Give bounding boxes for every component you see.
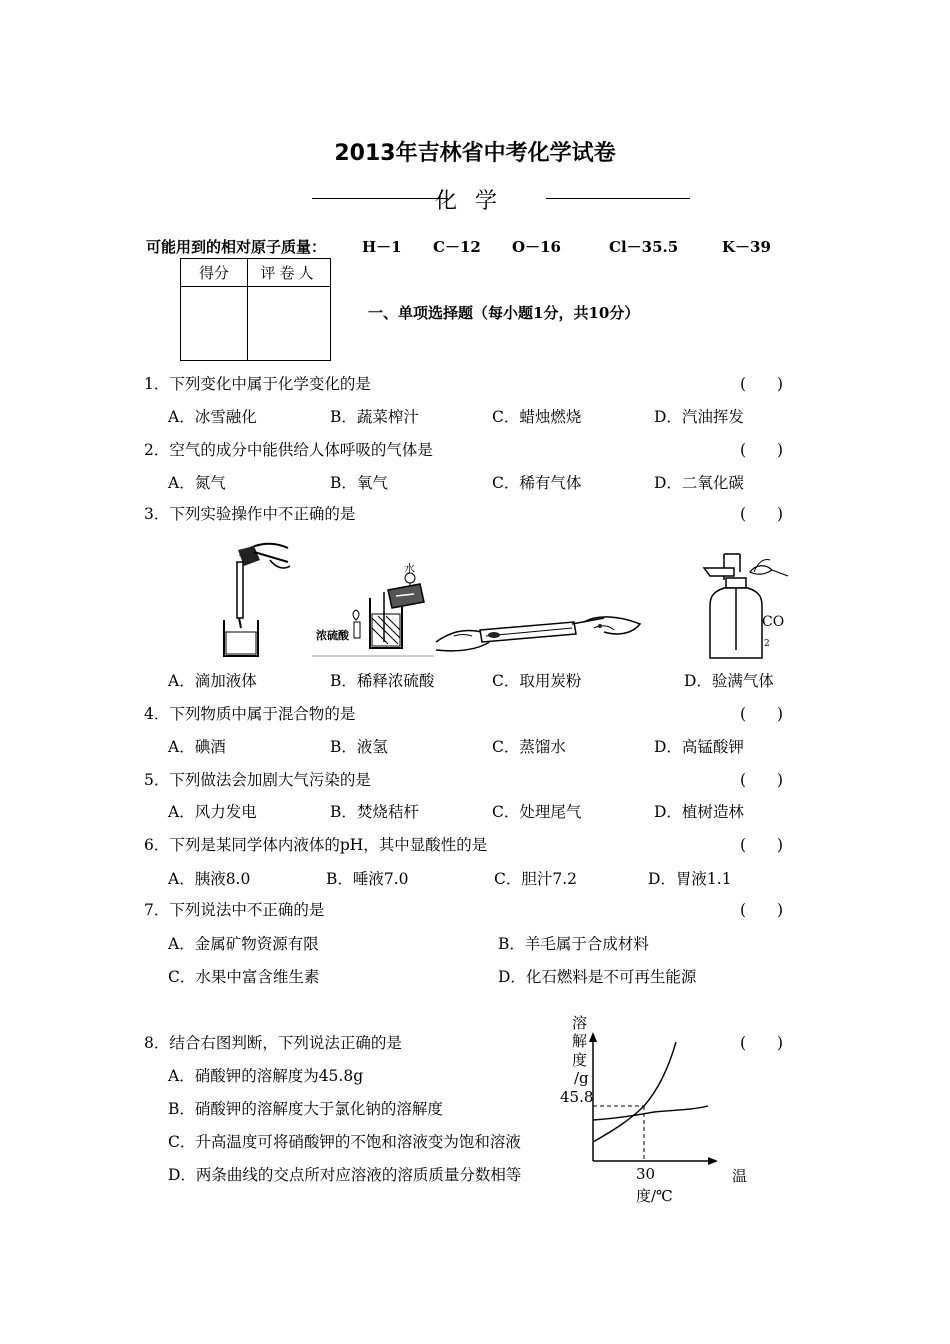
q6-option-a: A．胰液8.0 [168, 870, 251, 888]
section-heading: 一、单项选择题（每小题1分，共10分） [368, 304, 640, 322]
score-cell [181, 287, 248, 361]
q7-option-a: A．金属矿物资源有限 [168, 935, 319, 953]
q2-option-d: D．二氧化碳 [654, 474, 744, 492]
q8-option-a: A．硝酸钾的溶解度为45.8g [168, 1067, 364, 1085]
q2-answer-blank: ( ) [740, 441, 784, 459]
q8-option-c: C．升高温度可将硝酸钾的不饱和溶液变为饱和溶液 [168, 1133, 521, 1151]
graph-ylabel-4: /g [574, 1069, 589, 1087]
figure-dropper-beaker [210, 538, 300, 662]
q5-option-a: A．风力发电 [168, 803, 257, 821]
q3-option-b: B．稀释浓硫酸 [330, 672, 435, 690]
q5-option-b: B．焚烧秸杆 [330, 803, 419, 821]
score-table [180, 258, 331, 361]
q2-option-a: A．氮气 [168, 474, 226, 492]
atomic-mass-label: 可能用到的相对原子质量： [146, 238, 327, 256]
q5-option-c: C．处理尾气 [492, 803, 582, 821]
q6-answer-blank: ( ) [740, 836, 784, 854]
q4-option-a: A．碘酒 [168, 738, 226, 756]
q7-option-d: D．化石燃料是不可再生能源 [498, 968, 697, 986]
grader-cell [248, 287, 331, 361]
sodium-chloride-curve [593, 1106, 708, 1120]
q7-answer-blank: ( ) [740, 901, 784, 919]
q3-answer-blank: ( ) [740, 505, 784, 523]
q1-answer-blank: ( ) [740, 375, 784, 393]
atomic-mass-h: H－1 [362, 238, 402, 256]
q2-stem: 2．空气的成分中能供给人体呼吸的气体是 [144, 441, 433, 459]
q3-option-d: D．验满气体 [684, 672, 774, 690]
q5-option-d: D．植树造林 [654, 803, 744, 821]
score-header: 得分 [181, 259, 248, 287]
atomic-mass-cl: Cl－35.5 [609, 238, 679, 256]
q6-option-c: C．胆汁7.2 [494, 870, 578, 888]
q3-option-a: A．滴加液体 [168, 672, 257, 690]
atomic-mass-o: O－16 [512, 238, 561, 256]
q3-stem: 3．下列实验操作中不正确的是 [144, 505, 356, 523]
solubility-graph [584, 1030, 724, 1170]
q7-option-b: B．羊毛属于合成材料 [498, 935, 649, 953]
q6-option-d: D．胃液1.1 [648, 870, 732, 888]
graph-ylabel-3: 度 [572, 1051, 588, 1069]
figure-label-co2-subscript: 2 [764, 639, 770, 649]
graph-ylabel-2: 解 [572, 1032, 588, 1050]
figure-label-water: 水 [404, 562, 415, 575]
q5-stem: 5．下列做法会加剧大气污染的是 [144, 771, 371, 789]
q1-option-b: B．蔬菜榨汁 [330, 408, 419, 426]
graph-x-value: 30 [636, 1165, 656, 1183]
figure-carbon-powder [434, 614, 644, 658]
grader-header: 评卷人 [248, 259, 331, 287]
q3-option-c: C．取用炭粉 [492, 672, 582, 690]
q2-option-c: C．稀有气体 [492, 474, 582, 492]
graph-x-arrow [708, 1157, 718, 1165]
atomic-mass-c: C－12 [433, 238, 481, 256]
q8-option-b: B．硝酸钾的溶解度大于氯化钠的溶解度 [168, 1100, 443, 1118]
graph-y-value: 45.8 [560, 1088, 594, 1106]
q1-option-c: C．蜡烛燃烧 [492, 408, 582, 426]
graph-y-arrow [589, 1032, 597, 1042]
q8-stem: 8．结合右图判断，下列说法正确的是 [144, 1034, 402, 1052]
q4-option-b: B．液氢 [330, 738, 388, 756]
figure-dilution [312, 556, 434, 660]
subject-heading: 化学 [434, 189, 515, 214]
q4-option-d: D．高锰酸钾 [654, 738, 744, 756]
page-title: 2013年吉林省中考化学试卷 [334, 141, 616, 166]
figure-label-acid: 浓硫酸 [316, 629, 349, 642]
graph-ylabel-1: 溶 [572, 1014, 588, 1032]
figure-gas-bottle [700, 550, 795, 662]
subject-rule-right [546, 198, 690, 199]
q8-answer-blank: ( ) [740, 1034, 784, 1052]
q4-option-c: C．蒸馏水 [492, 738, 566, 756]
graph-xlabel-2: 度/℃ [636, 1187, 673, 1205]
q4-answer-blank: ( ) [740, 705, 784, 723]
atomic-mass-k: K－39 [722, 238, 771, 256]
q1-option-a: A．冰雪融化 [168, 408, 257, 426]
potassium-nitrate-curve [593, 1042, 676, 1142]
q4-stem: 4．下列物质中属于混合物的是 [144, 705, 356, 723]
q8-option-d: D．两条曲线的交点所对应溶液的溶质质量分数相等 [168, 1166, 522, 1184]
q6-stem: 6．下列是某同学体内液体的pH，其中显酸性的是 [144, 836, 488, 854]
q1-option-d: D．汽油挥发 [654, 408, 744, 426]
figure-label-co2: CO [762, 614, 785, 630]
q5-answer-blank: ( ) [740, 771, 784, 789]
q2-option-b: B．氧气 [330, 474, 388, 492]
q7-stem: 7．下列说法中不正确的是 [144, 901, 325, 919]
graph-xlabel-1: 温 [732, 1167, 748, 1185]
q1-stem: 1．下列变化中属于化学变化的是 [144, 375, 371, 393]
q6-option-b: B．唾液7.0 [326, 870, 409, 888]
q7-option-c: C．水果中富含维生素 [168, 968, 320, 986]
